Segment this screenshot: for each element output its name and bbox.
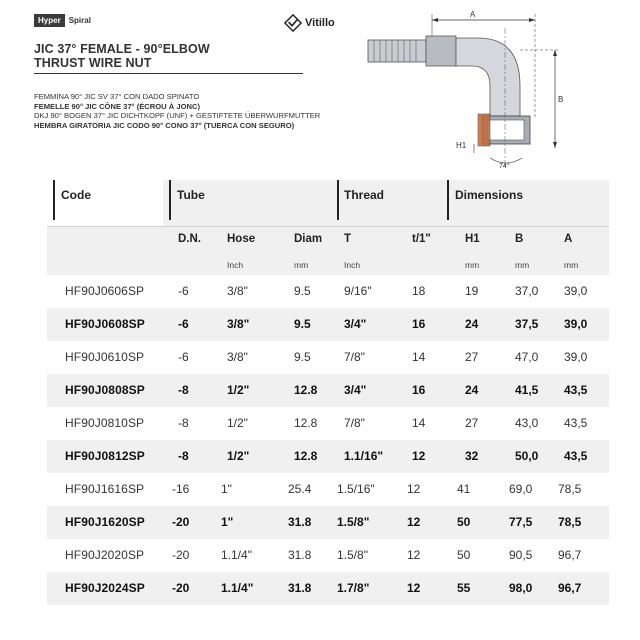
cell-thread: 9/16" xyxy=(344,284,372,298)
title-line-2: THRUST WIRE NUT xyxy=(34,56,152,70)
unit-diam: mm xyxy=(294,260,309,270)
header-shade xyxy=(163,180,609,226)
col-dn: D.N. xyxy=(178,233,201,245)
cell-code: HF90J0810SP xyxy=(65,416,145,430)
cell-thread: 1.5/8" xyxy=(337,515,370,529)
dim-h1-label: H1 xyxy=(456,141,467,150)
description-spanish: HEMBRA GIRATORIA JIC CODO 90° CONO 37° (TUERCA CON SEGURO) xyxy=(34,120,295,130)
cell-hose: 1/2" xyxy=(227,449,250,463)
cell-h1: 32 xyxy=(465,449,479,463)
cell-code: HF90J0606SP xyxy=(65,284,145,298)
cell-dn: -6 xyxy=(178,317,189,331)
table-row xyxy=(47,308,609,341)
cell-a: 78,5 xyxy=(558,515,582,529)
dim-b-label: B xyxy=(558,95,564,104)
col-diam: Diam xyxy=(294,233,323,245)
cell-a: 39,0 xyxy=(564,284,588,298)
cell-tpi: 12 xyxy=(407,548,421,562)
vitillo-logo-icon xyxy=(284,14,302,32)
title-line-1: JIC 37° FEMALE - 90°ELBOW xyxy=(34,42,210,56)
cell-tpi: 14 xyxy=(412,416,426,430)
cell-code: HF90J1616SP xyxy=(65,482,145,496)
unit-hose: Inch xyxy=(227,260,244,270)
cell-diam: 31.8 xyxy=(288,548,312,562)
cell-tpi: 12 xyxy=(407,581,421,595)
tube-group-divider xyxy=(169,180,171,220)
cell-diam: 12.8 xyxy=(294,416,318,430)
cell-tpi: 12 xyxy=(407,482,421,496)
cell-hose: 3/8" xyxy=(227,350,248,364)
unit-a: mm xyxy=(564,260,579,270)
cell-hose: 1/2" xyxy=(227,383,250,397)
multilingual-descriptions xyxy=(34,92,320,130)
table-row xyxy=(47,275,609,308)
cell-code: HF90J0812SP xyxy=(65,449,145,463)
cell-hose: 1" xyxy=(221,515,234,529)
description-german: DKJ 90° BOGEN 37° JIC DICHTKOPF (UNF) + GESTIFTETE ÜBERWURFMUTTER xyxy=(34,111,321,120)
title-divider xyxy=(34,73,303,74)
col-a: A xyxy=(564,233,573,245)
cell-b: 41,5 xyxy=(515,383,539,397)
table-row xyxy=(47,572,609,605)
brand-name: Vitillo xyxy=(305,17,335,29)
table-row xyxy=(47,539,609,572)
angle-label: 74° xyxy=(499,163,510,170)
cell-dn: -8 xyxy=(178,416,189,430)
cell-h1: 41 xyxy=(457,482,471,496)
description-italian: FEMMINA 90° JIC SV 37° CON DADO SPINATO xyxy=(34,92,200,101)
cell-thread: 3/4" xyxy=(344,317,367,331)
cell-thread: 7/8" xyxy=(344,350,365,364)
cell-b: 37,0 xyxy=(515,284,539,298)
cell-diam: 9.5 xyxy=(294,317,311,331)
cell-dn: -8 xyxy=(178,449,189,463)
cell-b: 43,0 xyxy=(515,416,539,430)
cell-tpi: 16 xyxy=(412,383,426,397)
col-b: B xyxy=(515,233,524,245)
cell-hose: 1.1/4" xyxy=(221,548,252,562)
product-line-badge xyxy=(34,14,91,27)
table-row xyxy=(47,374,609,407)
cell-hose: 1" xyxy=(221,482,232,496)
cell-dn: -8 xyxy=(178,383,189,397)
cell-code: HF90J0610SP xyxy=(65,350,145,364)
group-tube: Tube xyxy=(177,188,205,202)
cell-a: 39,0 xyxy=(564,317,588,331)
cell-hose: 1/2" xyxy=(227,416,248,430)
cell-h1: 24 xyxy=(465,383,479,397)
cell-tpi: 16 xyxy=(412,317,426,331)
unit-b: mm xyxy=(515,260,530,270)
unit-t: Inch xyxy=(344,260,361,270)
cell-h1: 55 xyxy=(457,581,471,595)
cell-thread: 1.5/8" xyxy=(337,548,368,562)
cell-dn: -20 xyxy=(172,581,190,595)
cell-b: 98,0 xyxy=(509,581,533,595)
cell-a: 39,0 xyxy=(564,350,588,364)
description-french: FEMELLE 90° JIC CÔNE 37° (ÉCROU À JONC) xyxy=(34,101,200,111)
cell-h1: 27 xyxy=(465,350,479,364)
badge-spiral: Spiral xyxy=(68,16,91,25)
product-title xyxy=(34,42,210,70)
cell-h1: 24 xyxy=(465,317,479,331)
cell-h1: 27 xyxy=(465,416,479,430)
thread-group-divider xyxy=(337,180,339,220)
cell-thread: 1.1/16" xyxy=(344,449,384,463)
table-row xyxy=(47,473,609,506)
cell-thread: 3/4" xyxy=(344,383,367,397)
col-hose: Hose xyxy=(227,233,256,245)
cell-b: 47,0 xyxy=(515,350,539,364)
cell-diam: 31.8 xyxy=(288,515,312,529)
table-row xyxy=(47,341,609,374)
cell-code: HF90J0808SP xyxy=(65,383,145,397)
cell-thread: 7/8" xyxy=(344,416,365,430)
cell-thread: 1.5/16" xyxy=(337,482,375,496)
cell-code: HF90J2020SP xyxy=(65,548,145,562)
vitillo-logo xyxy=(284,14,335,32)
cell-a: 96,7 xyxy=(558,581,582,595)
code-group-divider xyxy=(53,180,55,220)
cell-diam: 9.5 xyxy=(294,350,311,364)
cell-a: 43,5 xyxy=(564,383,588,397)
cell-thread: 1.7/8" xyxy=(337,581,370,595)
fitting-technical-drawing xyxy=(360,8,600,173)
cell-code: HF90J0608SP xyxy=(65,317,145,331)
table-column-header xyxy=(47,227,609,275)
dimensions-group-divider xyxy=(447,180,449,220)
cell-tpi: 18 xyxy=(412,284,426,298)
cell-h1: 50 xyxy=(457,548,471,562)
cell-a: 43,5 xyxy=(564,449,588,463)
col-h1: H1 xyxy=(465,233,480,245)
group-thread: Thread xyxy=(344,188,385,202)
badge-hyper: Hyper xyxy=(34,14,65,27)
cell-hose: 3/8" xyxy=(227,317,250,331)
cell-a: 78,5 xyxy=(558,482,582,496)
dim-a-label: A xyxy=(470,10,476,19)
cell-code: HF90J1620SP xyxy=(65,515,145,529)
cell-h1: 19 xyxy=(465,284,479,298)
cell-hose: 1.1/4" xyxy=(221,581,254,595)
cell-b: 37,5 xyxy=(515,317,539,331)
cell-h1: 50 xyxy=(457,515,471,529)
group-code: Code xyxy=(61,188,91,202)
cell-tpi: 14 xyxy=(412,350,426,364)
cell-a: 96,7 xyxy=(558,548,582,562)
cell-tpi: 12 xyxy=(412,449,426,463)
cell-b: 77,5 xyxy=(509,515,533,529)
cell-b: 69,0 xyxy=(509,482,533,496)
cell-diam: 31.8 xyxy=(288,581,312,595)
cell-dn: -20 xyxy=(172,548,190,562)
cell-dn: -16 xyxy=(172,482,190,496)
cell-diam: 12.8 xyxy=(294,383,318,397)
col-tpi: t/1" xyxy=(412,233,431,245)
cell-diam: 25.4 xyxy=(288,482,312,496)
table-row xyxy=(47,506,609,539)
table-body xyxy=(47,275,609,605)
table-row xyxy=(47,440,609,473)
specification-table xyxy=(47,180,609,605)
cell-a: 43,5 xyxy=(564,416,588,430)
col-t: T xyxy=(344,233,352,245)
cell-diam: 9.5 xyxy=(294,284,311,298)
cell-diam: 12.8 xyxy=(294,449,318,463)
group-dimensions: Dimensions xyxy=(455,188,524,202)
table-group-header xyxy=(47,180,609,227)
cell-dn: -6 xyxy=(178,350,189,364)
cell-code: HF90J2024SP xyxy=(65,581,145,595)
cell-dn: -20 xyxy=(172,515,190,529)
table-row xyxy=(47,407,609,440)
cell-dn: -6 xyxy=(178,284,189,298)
cell-b: 90,5 xyxy=(509,548,533,562)
cell-hose: 3/8" xyxy=(227,284,248,298)
cell-tpi: 12 xyxy=(407,515,421,529)
cell-b: 50,0 xyxy=(515,449,539,463)
unit-h1: mm xyxy=(465,260,480,270)
